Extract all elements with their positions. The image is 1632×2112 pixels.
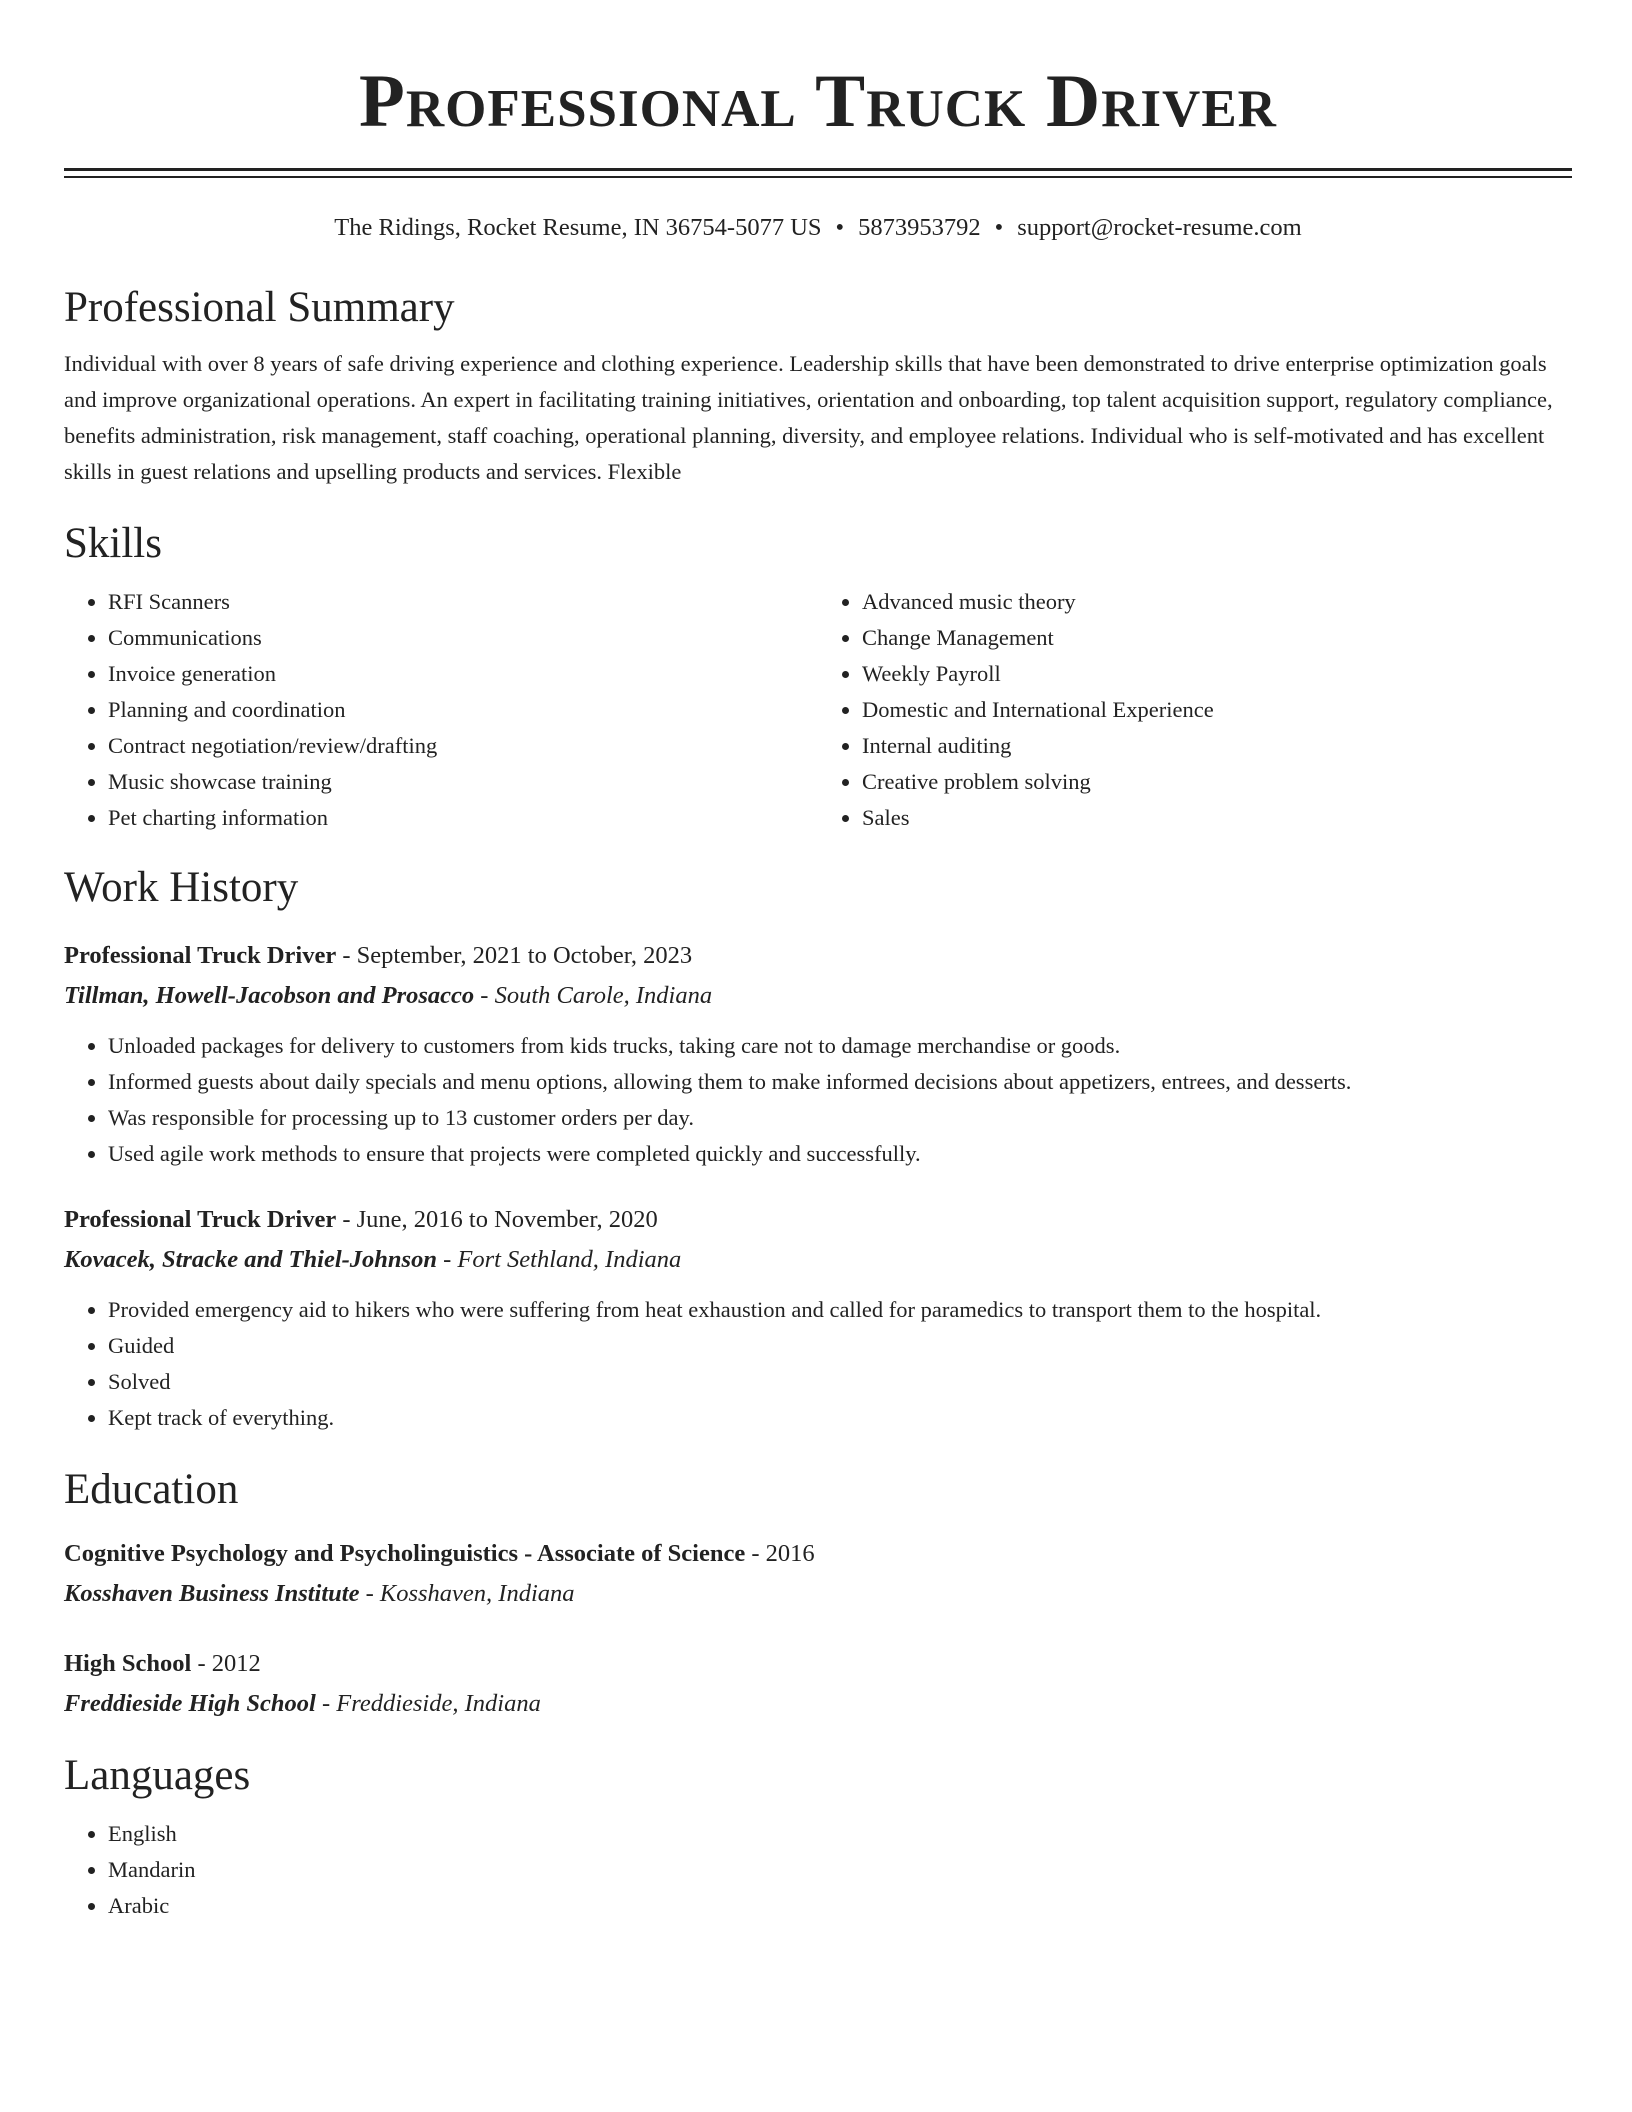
skill-item: • Communications bbox=[108, 620, 818, 656]
job-bullets bbox=[64, 1292, 1572, 1436]
skill-item: • Domestic and International Experience bbox=[862, 692, 1572, 728]
contact-phone: 5873953792 bbox=[858, 214, 981, 241]
education-location: - Freddieside, Indiana bbox=[321, 1690, 541, 1717]
job-bullet: • Was responsible for processing up to 13 customer orders per day. bbox=[108, 1100, 1572, 1136]
skills-heading: Skills bbox=[64, 520, 162, 567]
language-item: • English bbox=[108, 1816, 1572, 1852]
job-company: Kovacek, Stracke and Thiel-Johnson bbox=[64, 1246, 437, 1273]
education-school-line bbox=[64, 1684, 1572, 1724]
job-company-line bbox=[64, 1240, 1572, 1280]
education-location: - Kosshaven, Indiana bbox=[365, 1580, 575, 1607]
skill-item: • Pet charting information bbox=[108, 800, 818, 836]
job-entry bbox=[64, 936, 1572, 1172]
job-location: - Fort Sethland, Indiana bbox=[443, 1246, 682, 1273]
summary-text: Individual with over 8 years of safe driving experience and clothing experience. Leadership skills that have been demonstrated to drive enterprise optimization goals and improve organizational operations. An expert in facilitating training initiatives, orientation and onboarding, top talent acquisition support, regulatory compliance, benefits administration, risk management, staff coaching, operational planning, diversity, and employee relations. Individual who is self-motivated and has excellent skills in guest relations and upselling products and services. Flexible bbox=[64, 351, 1553, 484]
job-bullet: • Used agile work methods to ensure that projects were completed quickly and successfully. bbox=[108, 1136, 1572, 1172]
skill-item: • Sales bbox=[862, 800, 1572, 836]
skill-item: • Contract negotiation/review/drafting bbox=[108, 728, 818, 764]
language-item: • Mandarin bbox=[108, 1852, 1572, 1888]
contact-separator: • bbox=[994, 214, 1004, 241]
job-bullet: • Provided emergency aid to hikers who were suffering from heat exhaustion and called for paramedics to transport them to the hospital. bbox=[108, 1292, 1572, 1328]
job-role-line bbox=[64, 936, 1572, 976]
education-heading: Education bbox=[64, 1466, 239, 1513]
education-degree: High School bbox=[64, 1650, 192, 1677]
job-bullet: • Unloaded packages for delivery to customers from kids trucks, taking care not to damage merchandise or goods. bbox=[108, 1028, 1572, 1064]
skill-item: • Advanced music theory bbox=[862, 584, 1572, 620]
title-divider-thin bbox=[64, 176, 1572, 178]
skill-item: • Invoice generation bbox=[108, 656, 818, 692]
education-degree: Cognitive Psychology and Psycholinguistics - Associate of Science bbox=[64, 1540, 746, 1567]
job-entry bbox=[64, 1200, 1572, 1436]
job-bullet: • Solved bbox=[108, 1364, 1572, 1400]
education-year: - 2016 bbox=[751, 1540, 815, 1567]
skill-item: • RFI Scanners bbox=[108, 584, 818, 620]
education-year: - 2012 bbox=[197, 1650, 261, 1677]
education-school: Freddieside High School bbox=[64, 1690, 316, 1717]
job-title: Professional Truck Driver bbox=[64, 1206, 337, 1233]
job-company-line bbox=[64, 976, 1572, 1016]
education-entry bbox=[64, 1644, 1572, 1724]
job-role-line bbox=[64, 1200, 1572, 1240]
contact-separator: • bbox=[835, 214, 845, 241]
job-bullet: • Informed guests about daily specials and menu options, allowing them to make informed decisions about appetizers, entrees, and desserts. bbox=[108, 1064, 1572, 1100]
job-location: - South Carole, Indiana bbox=[480, 982, 713, 1009]
title-divider-thick bbox=[64, 168, 1572, 171]
education-degree-line bbox=[64, 1534, 1572, 1574]
contact-email: support@rocket-resume.com bbox=[1017, 214, 1302, 241]
education-school-line bbox=[64, 1574, 1572, 1614]
job-company: Tillman, Howell-Jacobson and Prosacco bbox=[64, 982, 475, 1009]
job-dates: - June, 2016 to November, 2020 bbox=[342, 1206, 658, 1233]
job-title: Professional Truck Driver bbox=[64, 942, 337, 969]
contact-line bbox=[64, 212, 1572, 244]
skills-column-left bbox=[64, 584, 818, 836]
job-dates: - September, 2021 to October, 2023 bbox=[342, 942, 693, 969]
language-item: • Arabic bbox=[108, 1888, 1572, 1924]
resume-title: Professional Truck Driver bbox=[359, 60, 1277, 143]
skill-item: • Music showcase training bbox=[108, 764, 818, 800]
job-bullet: • Kept track of everything. bbox=[108, 1400, 1572, 1436]
summary-heading: Professional Summary bbox=[64, 284, 455, 331]
skill-item: • Weekly Payroll bbox=[862, 656, 1572, 692]
languages-heading: Languages bbox=[64, 1752, 251, 1799]
education-entry bbox=[64, 1534, 1572, 1614]
skills-column-right bbox=[818, 584, 1572, 836]
skill-item: • Creative problem solving bbox=[862, 764, 1572, 800]
work-history-heading: Work History bbox=[64, 864, 299, 911]
contact-address: The Ridings, Rocket Resume, IN 36754-5077 US bbox=[334, 214, 822, 241]
languages-list bbox=[64, 1816, 1572, 1924]
skill-item: • Internal auditing bbox=[862, 728, 1572, 764]
job-bullets bbox=[64, 1028, 1572, 1172]
education-school: Kosshaven Business Institute bbox=[64, 1580, 360, 1607]
resume-page bbox=[64, 0, 1572, 1924]
skill-item: • Planning and coordination bbox=[108, 692, 818, 728]
skills-list bbox=[64, 584, 1572, 836]
job-bullet: • Guided bbox=[108, 1328, 1572, 1364]
skill-item: • Change Management bbox=[862, 620, 1572, 656]
education-degree-line bbox=[64, 1644, 1572, 1684]
